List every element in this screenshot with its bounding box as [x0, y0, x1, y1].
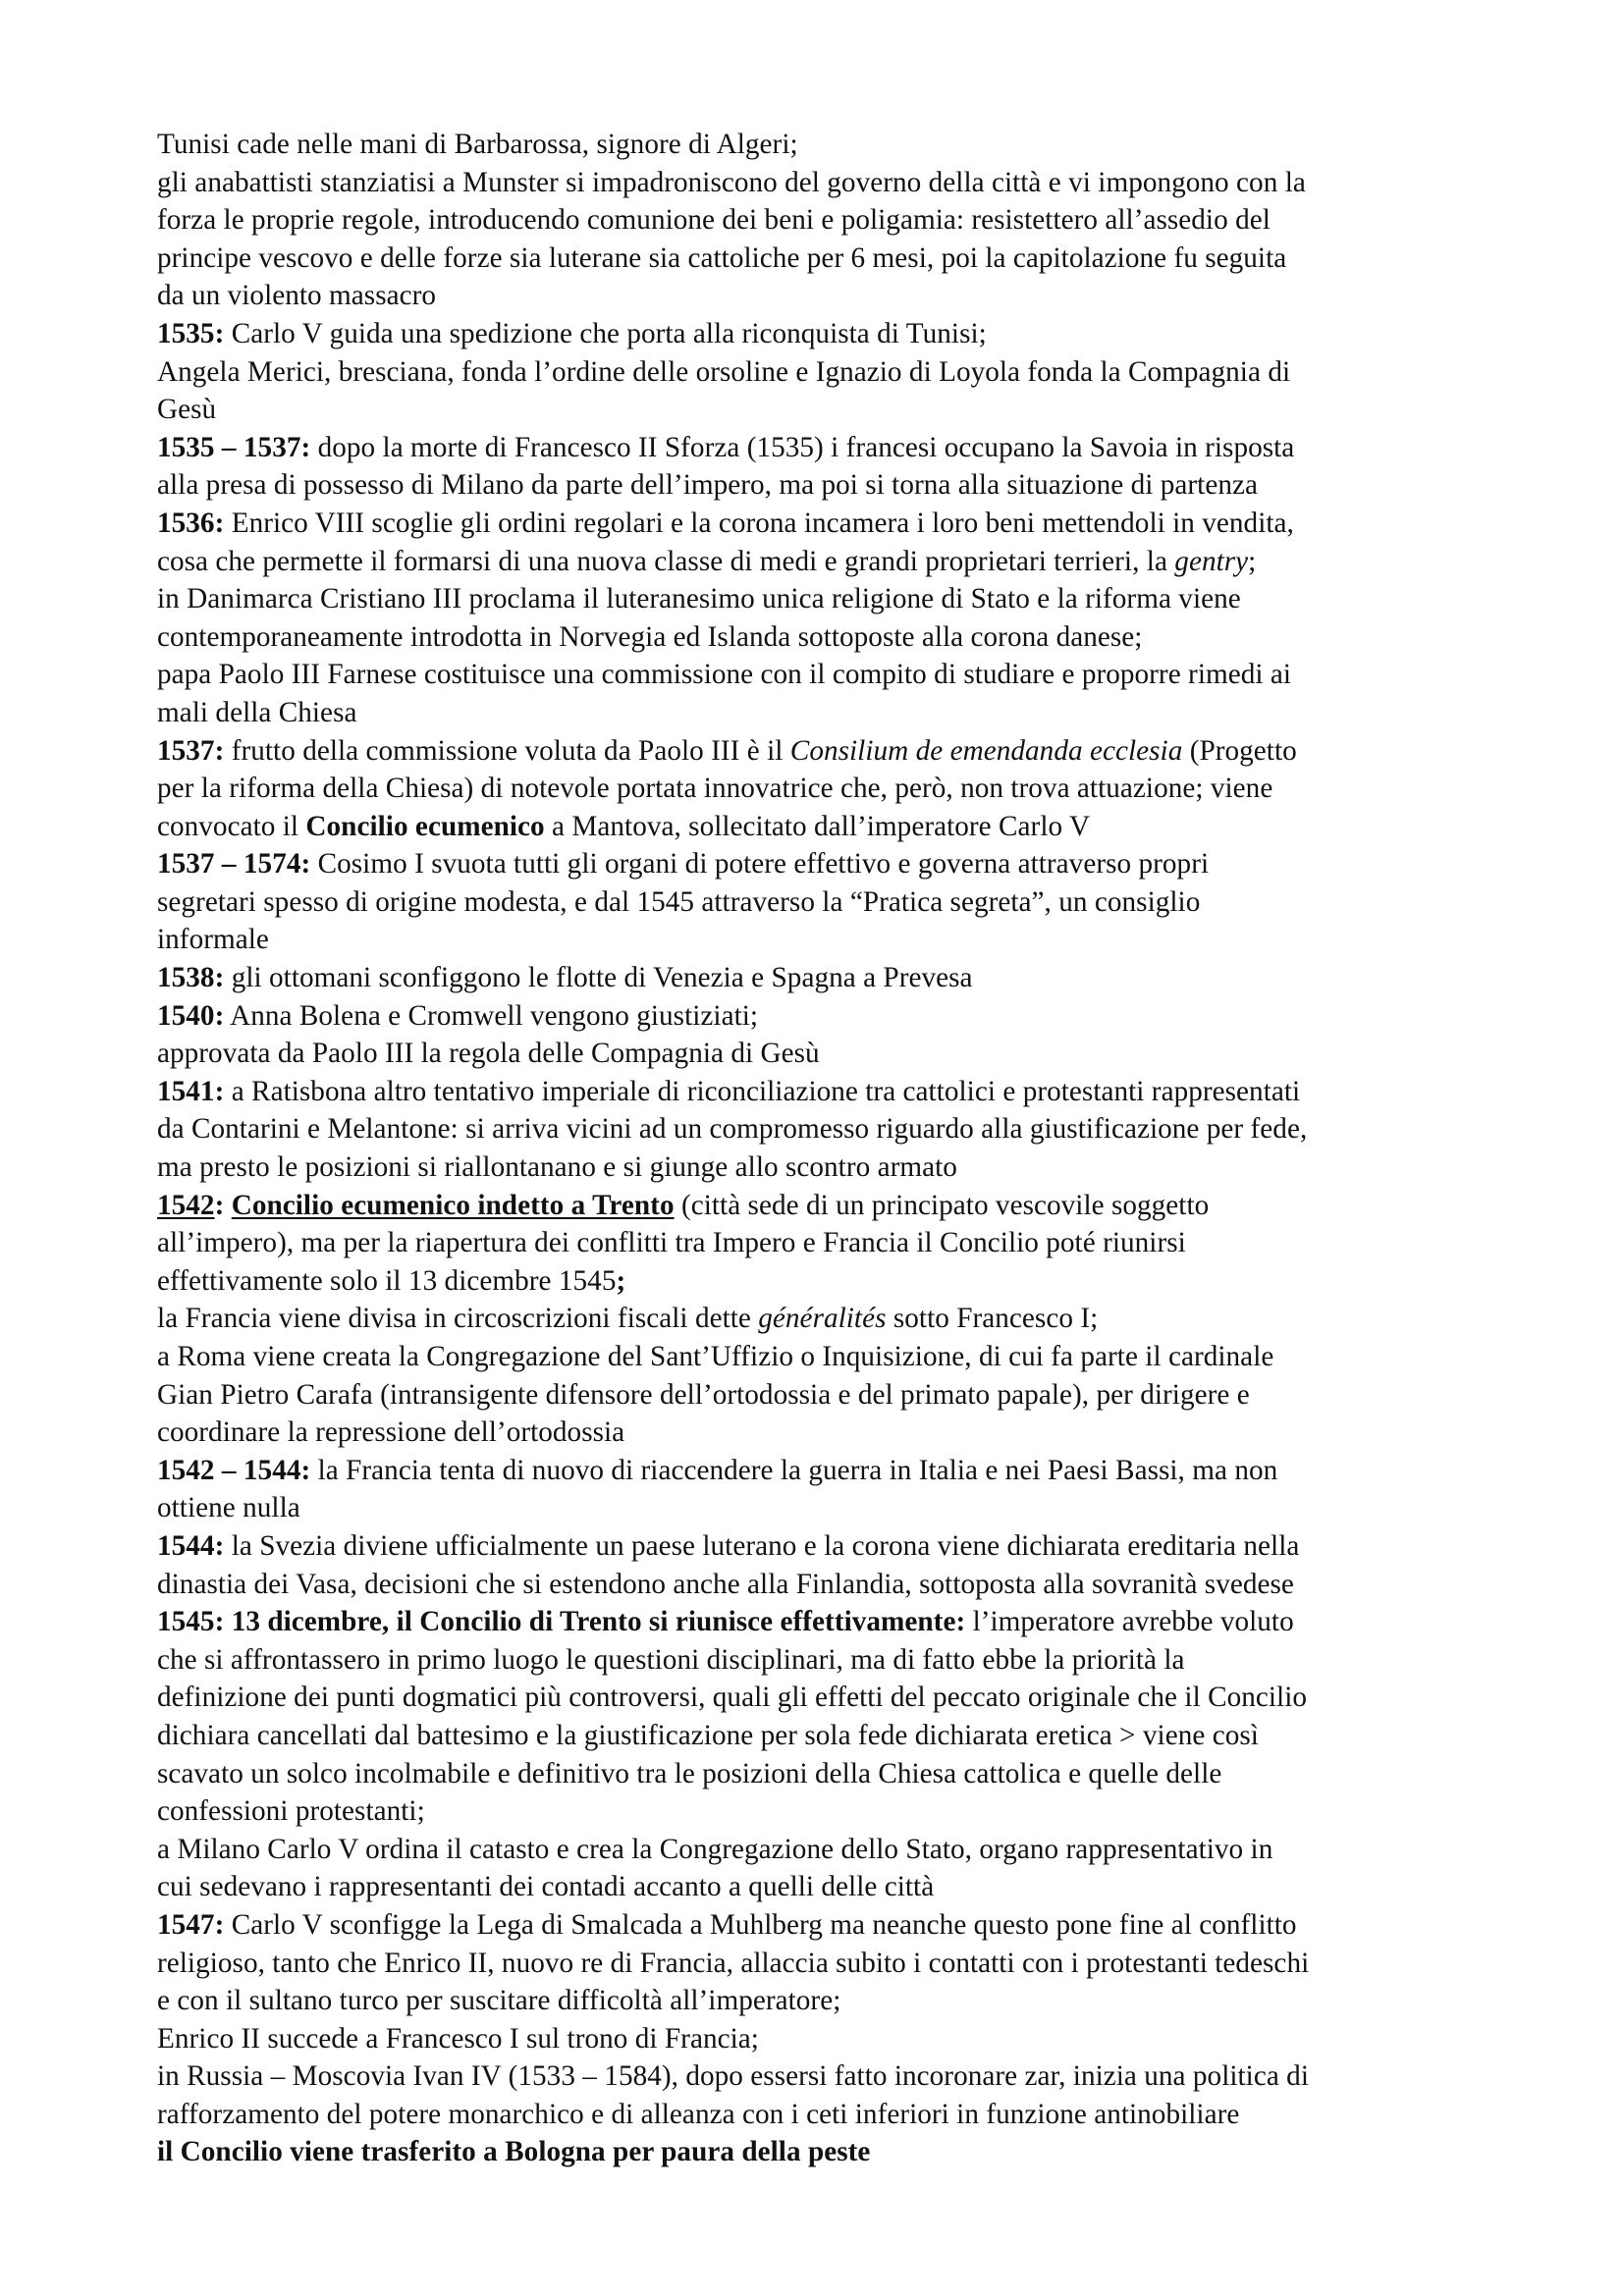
text-segment: a Ratisbona altro tentativo imperiale di riconciliazione tra cattolici e protestanti rappresentati	[224, 1075, 1301, 1107]
text-segment: frutto della commissione voluta da Paolo III è il	[224, 734, 790, 767]
bold-text-segment: 1545: 13 dicembre, il Concilio di Trento si riunisce effettivamente:	[157, 1606, 966, 1638]
text-segment: (città sede di un principato vescovile soggetto	[674, 1189, 1210, 1221]
text-line	[157, 1831, 1502, 1869]
bold-text-segment: 1538:	[157, 962, 225, 994]
text-segment: a Mantova, sollecitato dall’imperatore Carlo V	[544, 810, 1091, 842]
text-line	[157, 997, 1502, 1036]
text-segment: Gian Pietro Carafa (intransigente difensore dell’ortodossia e del primato papale), per dirigere e	[157, 1378, 1250, 1411]
text-line	[157, 2133, 1502, 2171]
text-segment: dichiara cancellati dal battesimo e la giustificazione per sola fede dichiarata eretica > viene così	[157, 1719, 1259, 1751]
text-segment: all’impero), ma per la riapertura dei conflitti tra Impero e Francia il Concilio poté riunirsi	[157, 1227, 1186, 1259]
text-line	[157, 1868, 1502, 1906]
bold-text-segment: Concilio ecumenico	[305, 810, 545, 842]
text-segment: definizione dei punti dogmatici più controversi, quali gli effetti del peccato originale che il Concilio	[157, 1682, 1308, 1714]
text-line	[157, 1945, 1502, 1983]
text-segment: in Russia – Moscovia Ivan IV (1533 – 1584), dopo essersi fatto incoronare zar, inizia una politica di	[157, 2060, 1309, 2093]
text-segment: dopo la morte di Francesco II Sforza (1535) i francesi occupano la Savoia in risposta	[310, 431, 1295, 463]
text-line	[157, 845, 1502, 883]
text-line	[157, 391, 1502, 429]
text-line	[157, 1110, 1502, 1148]
text-segment: la Svezia diviene ufficialmente un paese luterano e la corona viene dichiarata ereditaria nella	[224, 1529, 1300, 1562]
text-segment: informale	[157, 924, 269, 956]
text-segment: a Roma viene creata la Congregazione del Sant’Uffizio o Inquisizione, di cui fa parte il cardinale	[157, 1341, 1274, 1372]
text-line	[157, 1527, 1502, 1566]
text-segment: ottiene nulla	[157, 1492, 300, 1524]
text-segment: Carlo V guida una spedizione che porta alla riconquista di Tunisi;	[224, 317, 987, 349]
text-line	[157, 808, 1502, 846]
text-line	[157, 1148, 1502, 1187]
text-segment: per la riforma della Chiesa) di notevole portata innovatrice che, però, non trova attuazione; viene	[157, 773, 1273, 805]
text-segment: l’imperatore avrebbe voluto	[965, 1606, 1294, 1638]
text-segment: in Danimarca Cristiano III proclama il luteranesimo unica religione di Stato e la riforma viene	[157, 583, 1241, 615]
text-segment: cosa che permette il formarsi di una nuova classe di medi e grandi proprietari terrieri, la	[157, 545, 1175, 577]
text-segment: da Contarini e Melantone: si arriva vicini ad un compromesso riguardo alla giustificazione per fede,	[157, 1113, 1308, 1146]
text-line	[157, 1679, 1502, 1717]
text-segment: che si affrontassero in primo luogo le questioni disciplinari, ma di fatto ebbe la priorità la	[157, 1643, 1185, 1676]
text-segment: da un violento massacro	[157, 280, 437, 312]
text-line	[157, 1073, 1502, 1111]
text-line	[157, 656, 1502, 694]
text-line	[157, 201, 1502, 240]
text-line	[157, 883, 1502, 922]
text-segment: Carlo V sconfigge la Lega di Smalcada a Muhlberg ma neanche questo pone fine al conflitto	[224, 1908, 1297, 1941]
text-line	[157, 1376, 1502, 1415]
text-segment: Anna Bolena e Cromwell vengono giustiziati;	[224, 999, 759, 1032]
bold-text-segment: il Concilio viene trasferito a Bologna per paura della peste	[157, 2136, 871, 2168]
text-segment: Enrico VIII scoglie gli ordini regolari e la corona incamera i loro beni mettendoli in vendita,	[224, 507, 1294, 539]
text-line	[157, 1755, 1502, 1793]
text-line	[157, 2057, 1502, 2096]
text-segment: convocato il	[157, 810, 306, 842]
text-line	[157, 466, 1502, 505]
italic-text-segment: gentry	[1174, 545, 1249, 577]
text-line	[157, 959, 1502, 997]
text-line	[157, 1262, 1502, 1301]
text-segment: scavato un solco incolmabile e definitivo tra le posizioni della Chiesa cattolica e quelle delle	[157, 1757, 1222, 1789]
bold-text-segment: 1541:	[157, 1075, 225, 1107]
text-segment: Angela Merici, bresciana, fonda l’ordine delle orsoline e Ignazio di Loyola fonda la Compagnia di	[157, 355, 1291, 388]
text-line	[157, 1906, 1502, 1945]
document-page	[157, 126, 1502, 2171]
bold-text-segment: 1537 – 1574:	[157, 848, 311, 881]
text-line	[157, 921, 1502, 959]
underlined-text-segment: Concilio ecumenico indetto a Trento	[231, 1189, 675, 1221]
text-segment: approvata da Paolo III la regola delle Compagnia di Gesù	[157, 1038, 820, 1070]
text-segment: sotto Francesco I;	[886, 1303, 1099, 1335]
text-line	[157, 126, 1502, 164]
text-segment: rafforzamento del potere monarchico e di alleanza con i ceti inferiori in funzione antinobiliare	[157, 2098, 1240, 2130]
text-line	[157, 164, 1502, 202]
text-line	[157, 1187, 1502, 1225]
text-segment: confessioni protestanti;	[157, 1795, 425, 1828]
bold-text-segment: 1542 – 1544:	[157, 1454, 311, 1486]
text-line	[157, 1035, 1502, 1073]
text-segment: ma presto le posizioni si riallontanano e si giunge allo scontro armato	[157, 1151, 957, 1184]
text-segment: Enrico II succede a Francesco I sul trono di Francia;	[157, 2022, 759, 2055]
bold-text-segment	[224, 1190, 231, 1221]
text-line	[157, 1300, 1502, 1338]
text-line	[157, 770, 1502, 808]
text-line	[157, 732, 1502, 771]
text-line	[157, 277, 1502, 315]
bold-text-segment: 1547:	[157, 1908, 225, 1941]
text-line	[157, 580, 1502, 618]
bold-text-segment: 1535 – 1537:	[157, 431, 311, 463]
text-line	[157, 429, 1502, 467]
text-segment: forza le proprie regole, introducendo comunione dei beni e poligamia: resistettero all’assedio del	[157, 204, 1271, 237]
text-segment: papa Paolo III Farnese costituisce una commissione con il compito di studiare e proporre rimedi ai	[157, 659, 1292, 691]
text-line	[157, 1338, 1502, 1376]
text-segment: Tunisi cade nelle mani di Barbarossa, signore di Algeri;	[157, 129, 798, 160]
text-line	[157, 1717, 1502, 1755]
text-segment: religioso, tanto che Enrico II, nuovo re di Francia, allaccia subito i contatti con i protestanti tedeschi	[157, 1947, 1310, 1979]
bold-text-segment: 1537:	[157, 734, 225, 767]
text-line	[157, 1489, 1502, 1527]
text-line	[157, 694, 1502, 732]
bold-text-segment: 1535:	[157, 317, 225, 349]
text-line	[157, 618, 1502, 657]
text-segment: principe vescovo e delle forze sia luterane sia cattoliche per 6 mesi, poi la capitolazione fu seguita	[157, 241, 1287, 274]
text-line	[157, 2020, 1502, 2058]
bold-text-segment: 1544:	[157, 1529, 225, 1562]
text-segment: alla presa di possesso di Milano da parte dell’impero, ma poi si torna alla situazione di partenza	[157, 469, 1258, 502]
bold-text-segment: ;	[616, 1264, 626, 1297]
text-line	[157, 1414, 1502, 1452]
text-segment: Gesù	[157, 394, 217, 426]
text-segment: Cosimo I svuota tutti gli organi di potere effettivo e governa attraverso propri	[310, 848, 1210, 881]
bold-text-segment: 1540:	[157, 999, 225, 1032]
text-segment: la Francia tenta di nuovo di riaccendere la guerra in Italia e nei Paesi Bassi, ma non	[310, 1454, 1278, 1486]
text-segment: segretari spesso di origine modesta, e dal 1545 attraverso la “Pratica segreta”, un consiglio	[157, 885, 1201, 918]
text-segment: ;	[1248, 545, 1257, 577]
text-line	[157, 1982, 1502, 2020]
text-segment: a Milano Carlo V ordina il catasto e crea la Congregazione dello Stato, organo rappresentativo in	[157, 1833, 1273, 1865]
text-segment: coordinare la repressione dell’ortodossia	[157, 1416, 625, 1449]
text-segment: (Progetto	[1182, 734, 1297, 767]
text-segment: la Francia viene divisa in circoscrizioni fiscali dette	[157, 1303, 759, 1335]
text-line	[157, 505, 1502, 543]
text-segment: gli ottomani sconfiggono le flotte di Venezia e Spagna a Prevesa	[224, 962, 973, 994]
text-line	[157, 1603, 1502, 1641]
bold-text-segment: :	[214, 1189, 225, 1221]
text-line	[157, 1566, 1502, 1604]
italic-text-segment: Consilium de emendanda ecclesia	[789, 734, 1183, 767]
text-line	[157, 1792, 1502, 1831]
text-line	[157, 1641, 1502, 1680]
text-line	[157, 315, 1502, 353]
text-segment: e con il sultano turco per suscitare difficoltà all’imperatore;	[157, 1985, 841, 2017]
underlined-text-segment: 1542	[157, 1189, 215, 1221]
text-line	[157, 2096, 1502, 2134]
text-segment: contemporaneamente introdotta in Norvegia ed Islanda sottoposte alla corona danese;	[157, 620, 1143, 653]
italic-text-segment: généralités	[758, 1303, 887, 1335]
text-line	[157, 240, 1502, 278]
text-segment: mali della Chiesa	[157, 696, 357, 728]
text-segment: dinastia dei Vasa, decisioni che si estendono anche alla Finlandia, sottoposta alla sovranità svedese	[157, 1568, 1294, 1600]
text-line	[157, 353, 1502, 392]
text-line	[157, 543, 1502, 581]
text-line	[157, 1452, 1502, 1490]
text-segment: gli anabattisti stanziatisi a Munster si impadroniscono del governo della città e vi impongono con la	[157, 166, 1306, 198]
text-segment: effettivamente solo il 13 dicembre 1545	[157, 1264, 617, 1297]
text-line	[157, 1224, 1502, 1262]
text-segment: cui sedevano i rappresentanti dei contadi accanto a quelli delle città	[157, 1871, 935, 1903]
bold-text-segment: 1536:	[157, 507, 225, 539]
